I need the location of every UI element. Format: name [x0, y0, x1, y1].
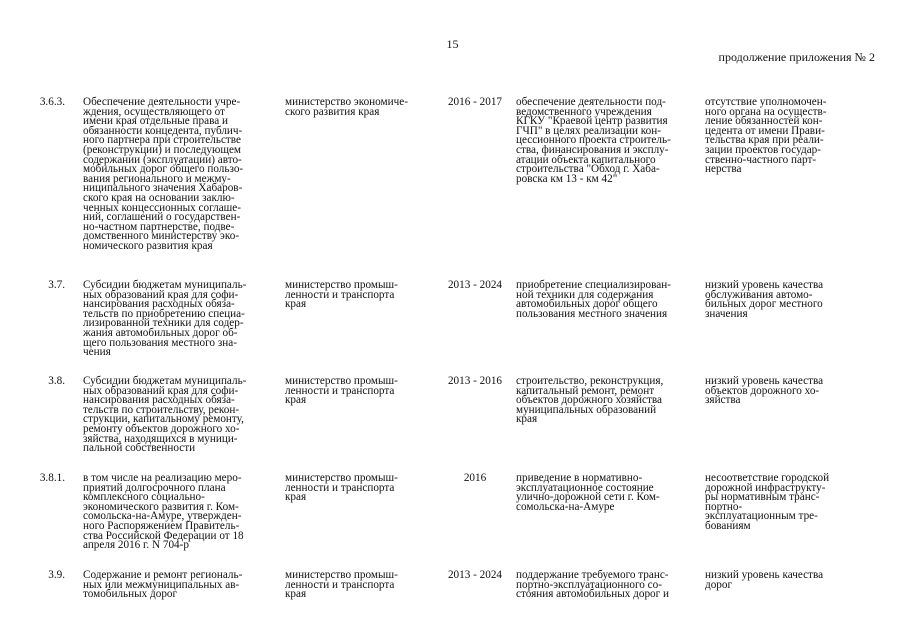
- responsible-executor: министерство промыш- ленности и транспорта края: [285, 375, 398, 407]
- row-number: 3.8.: [48, 375, 65, 387]
- implementation-period: 2016 - 2017: [447, 96, 503, 108]
- expected-result: приведение в нормативно- эксплуатационное состояние улично-дорожной сети г. Ком- сомольска-на-Амуре: [516, 472, 660, 513]
- page-number: 15: [446, 37, 459, 51]
- consequence-risk: отсутствие уполномочен- ного органа на осуществ- ление обязанностей кон- цедента от имени Прави- тельства края при реали- зации проектов государ- ственно-частного парт- нерства: [705, 96, 827, 176]
- measure-name: Обеспечение деятельности учре- ждения, осуществляющего от имени края отдельные права и обязанности концедента, публич- ного партнера при строительстве (реконструкции) и последующем содержании (эксплуатации) авто- мобильных дорог общего пользо- вания регионального и межму- ниципального значения Хабаров- ского края на основании заклю- ченных концессионных соглаше- ний, соглашений о государствен- но-частном партнерстве, подве- домственного министерству эко- номического развития края: [83, 96, 244, 252]
- measure-name: Субсидии бюджетам муниципаль- ных образований края для софи- нансирования расходных обяза- тельств по строительству, рекон- струкции, капитальному ремонту, ремонту объектов дорожного хо- зяйства, находящихся в муници- пальной собственности: [83, 375, 247, 455]
- row-number: 3.9.: [48, 569, 65, 581]
- row-number: 3.7.: [48, 279, 65, 291]
- measure-name: Содержание и ремонт региональ- ных или межмуниципальных ав- томобильных дорог: [83, 569, 243, 601]
- expected-result: строительство, реконструкция, капитальный ремонт, ремонт объектов дорожного хозяйства муниципальных образований края: [516, 375, 664, 426]
- implementation-period: 2016: [463, 472, 487, 484]
- consequence-risk: низкий уровень качества дорог: [705, 569, 824, 591]
- responsible-executor: министерство экономиче- ского развития края: [285, 96, 408, 118]
- responsible-executor: министерство промыш- ленности и транспорта края: [285, 472, 398, 504]
- row-number: 3.8.1.: [39, 472, 65, 484]
- measure-name: Субсидии бюджетам муниципаль- ных образований края для софи- нансирования расходных обяза- тельств по приобретению специа- лизированной техники для содер- жания автомобильных дорог об- щего пользования местного зна- чения: [83, 279, 247, 359]
- expected-result: поддержание требуемого транс- портно-эксплуатационного со- стояния автомобильных дорог и: [516, 569, 670, 601]
- responsible-executor: министерство промыш- ленности и транспорта края: [285, 279, 398, 311]
- implementation-period: 2013 - 2024: [447, 279, 503, 291]
- implementation-period: 2013 - 2024: [447, 569, 503, 581]
- expected-result: приобретение специализирован- ной техники для содержания автомобильных дорог общего пользования местного значения: [516, 279, 671, 320]
- consequence-risk: низкий уровень качества обслуживания автомо- бильных дорог местного значения: [705, 279, 824, 320]
- continuation-label: продолжение приложения № 2: [718, 50, 875, 64]
- measure-name: в том числе на реализацию меро- приятий долгосрочного плана комплексного социально- экономического развития г. Ком- сомольска-на-Амуре, утвержден- ного Распоряжением Правитель- ства Российской Федерации от 18 апреля 2016 г. N 704-р: [83, 472, 244, 552]
- expected-result: обеспечение деятельности под- ведомственного учреждения КГКУ "Краевой центр развития ГЧП" в целях реализации кон- цессионного проекта строитель- ства, финансирования и эксплу- атации объекта капитального строительства "Обход г. Хаба- ровска км 13 - км 42": [516, 96, 671, 185]
- responsible-executor: министерство промыш- ленности и транспорта края: [285, 569, 398, 601]
- consequence-risk: несоответствие городской дорожной инфраструкту- ры нормативным транс- портно- эксплуатационным тре- бованиям: [705, 472, 830, 532]
- row-number: 3.6.3.: [39, 96, 65, 108]
- implementation-period: 2013 - 2016: [447, 375, 503, 387]
- consequence-risk: низкий уровень качества объектов дорожного хо- зяйства: [705, 375, 824, 407]
